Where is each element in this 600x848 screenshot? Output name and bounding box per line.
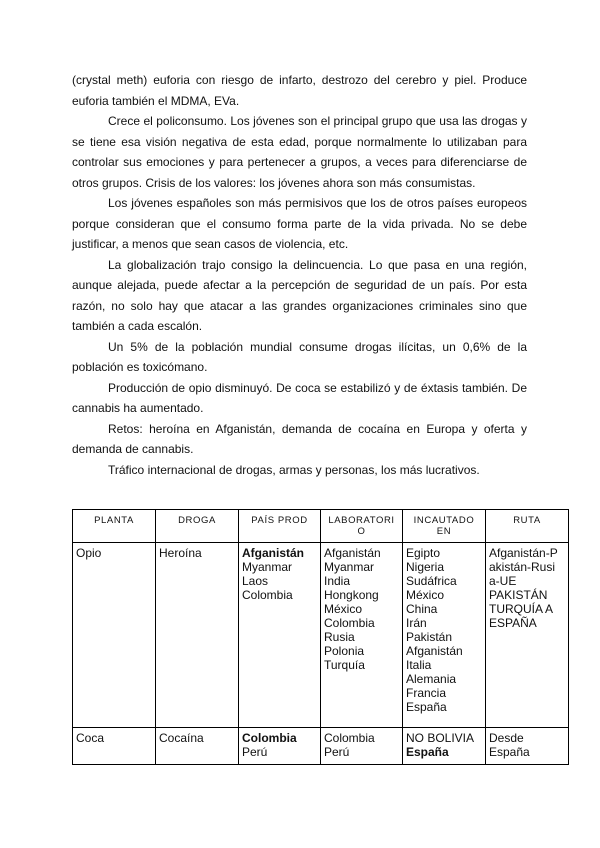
cell-line: México <box>406 588 445 602</box>
header-droga: DROGA <box>156 510 239 543</box>
header-pais-prod: PAÍS PROD <box>239 510 321 543</box>
cell-incautado <box>403 543 486 728</box>
paragraph: Retos: heroína en Afganistán, demanda de cocaína en Europa y oferta y demanda de cannabis. <box>72 421 527 456</box>
cell-line: Opio <box>76 546 102 560</box>
table-header-row <box>73 510 569 543</box>
cell-line: a-UE <box>489 574 517 588</box>
cell-droga <box>156 543 239 728</box>
cell-line: Italia <box>406 658 432 672</box>
cell-line: Rusia <box>324 630 355 644</box>
header-ruta: RUTA <box>486 510 569 543</box>
cell-line: Afganistán <box>242 546 305 560</box>
cell-line: Polonia <box>324 644 365 658</box>
header-planta: PLANTA <box>73 510 156 543</box>
paragraph: Un 5% de la población mundial consume drogas ilícitas, un 0,6% de la población es toxicómano. <box>72 339 527 374</box>
paragraph: (crystal meth) euforia con riesgo de infarto, destrozo del cerebro y piel. Produce euforia también el MDMA, EVa. <box>72 73 527 108</box>
paragraph: Crece el policonsumo. Los jóvenes son el principal grupo que usa las drogas y se tiene esa visión negativa de esta edad, porque normalmente lo utilizaban para controlar sus emociones y para pertenecer a grupos, a veces para diferenciarse de otros grupos. Crisis de los valores: los jóvenes ahora son más consumistas. <box>72 114 527 190</box>
cell-line: México <box>324 602 363 616</box>
paragraph: La globalización trajo consigo la delincuencia. Lo que pasa en una región, aunque alejada, puede afectar a la percepción de seguridad de un país. Por esta razón, no solo hay que atacar a las grandes organizaciones criminales sino que también a cada escalón. <box>72 257 527 333</box>
cell-line: Perú <box>324 745 350 759</box>
cell-line: Colombia <box>324 616 375 630</box>
cell-line: Pakistán <box>406 630 453 644</box>
cell-laboratorio <box>321 728 403 765</box>
cell-line: Afganistán <box>324 546 381 560</box>
drug-trafficking-table <box>72 509 569 765</box>
cell-line: Heroína <box>159 546 202 560</box>
cell-line: España <box>406 745 449 759</box>
paragraph: Tráfico internacional de drogas, armas y personas, los más lucrativos. <box>108 462 480 477</box>
cell-line: China <box>406 602 438 616</box>
cell-laboratorio <box>321 543 403 728</box>
cell-line: Afganistán <box>406 644 463 658</box>
cell-ruta <box>486 543 569 728</box>
cell-line: TURQUÍA A <box>489 602 554 616</box>
header-incautado: INCAUTADO EN <box>403 510 486 543</box>
paragraph: Los jóvenes españoles son más permisivos que los de otros países europeos porque consideran que el consumo forma parte de la vida privada. No se debe justificar, a menos que sean casos de violencia, etc. <box>72 196 527 251</box>
cell-line: Alemania <box>406 672 457 686</box>
table-row <box>73 543 569 728</box>
cell-line: Colombia <box>242 731 297 745</box>
cell-line: Colombia <box>324 731 375 745</box>
cell-line: Irán <box>406 616 427 630</box>
cell-line: Egipto <box>406 546 441 560</box>
cell-ruta <box>486 728 569 765</box>
cell-line: Hongkong <box>324 588 379 602</box>
cell-line: Laos <box>242 574 269 588</box>
cell-planta <box>73 728 156 765</box>
cell-line: akistán-Rusi <box>489 560 556 574</box>
table-row <box>73 728 569 765</box>
cell-line: Afganistán-P <box>489 546 558 560</box>
body-text <box>72 70 527 480</box>
cell-line: España <box>489 745 530 759</box>
paragraph: Producción de opio disminuyó. De coca se estabilizó y de éxtasis también. De cannabis ha aumentado. <box>72 380 527 415</box>
cell-planta <box>73 543 156 728</box>
cell-line: PAKISTÁN <box>489 588 548 602</box>
cell-line: Myanmar <box>242 560 293 574</box>
cell-line: Coca <box>76 731 105 745</box>
cell-pais-prod <box>239 543 321 728</box>
cell-line: ESPAÑA <box>489 616 537 630</box>
cell-droga <box>156 728 239 765</box>
cell-line: Turquía <box>324 658 365 672</box>
cell-line: Nigeria <box>406 560 445 574</box>
cell-incautado <box>403 728 486 765</box>
header-laboratorio: LABORATORI O <box>321 510 403 543</box>
cell-line: España <box>406 700 447 714</box>
cell-line: Francia <box>406 686 447 700</box>
cell-line: Perú <box>242 745 268 759</box>
cell-line: Desde <box>489 731 524 745</box>
cell-line: Myanmar <box>324 560 375 574</box>
cell-line: India <box>324 574 351 588</box>
cell-line: Sudáfrica <box>406 574 457 588</box>
cell-line: Colombia <box>242 588 293 602</box>
cell-line: NO BOLIVIA <box>406 731 475 745</box>
cell-pais-prod <box>239 728 321 765</box>
cell-line: Cocaína <box>159 731 204 745</box>
